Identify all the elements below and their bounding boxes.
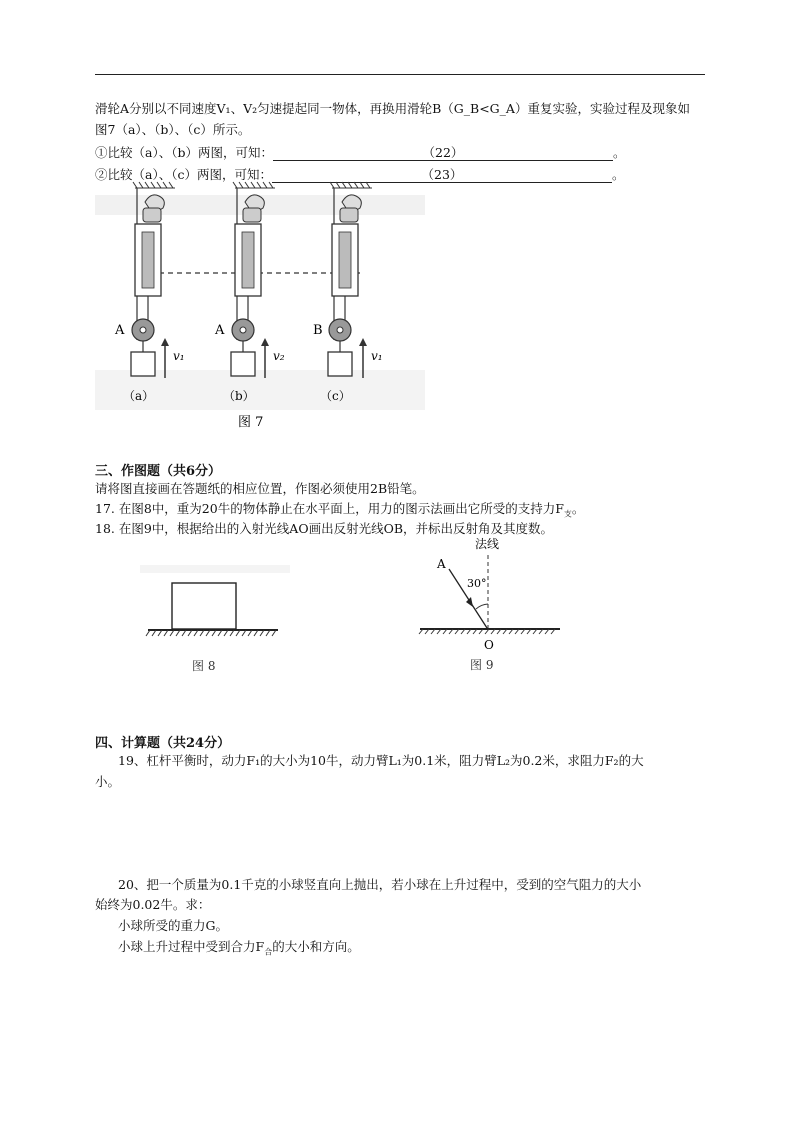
velocity-label-b: v₂ <box>273 349 285 363</box>
question-20-part-b-pre: 小球上升过程中受到合力F <box>118 939 265 954</box>
angle-arc <box>476 604 488 609</box>
question-22 <box>95 144 625 162</box>
section-3-title: 三、作图题（共6分） <box>95 464 222 479</box>
blank-22-label: （22） <box>422 145 464 160</box>
question-20-part-a: 小球所受的重力G。 <box>118 918 228 933</box>
ceiling-hatch-c <box>330 182 372 188</box>
question-22-prefix: ①比较（a）、（b）两图，可知： <box>95 145 273 160</box>
velocity-label-c: v₁ <box>371 349 383 363</box>
question-19-line-1: 19、杠杆平衡时，动力F₁的大小为10牛，动力臂L₁为0.1米，阻力臂L₂为0.2米，求阻力F₂的大 <box>118 753 644 768</box>
question-20-line-2: 始终为0.02牛。求： <box>95 897 211 912</box>
question-17-text: 17. 在图8中，重为20牛的物体静止在水平面上，用力的图示法画出它所受的支持力F <box>95 501 564 516</box>
angle-label: 30° <box>467 577 487 590</box>
intro-line-2: 图7（a）、（b）、（c）所示。 <box>95 122 251 137</box>
figure-9-caption: 图 9 <box>470 658 494 672</box>
question-22-suffix: 。 <box>612 145 626 160</box>
point-o-label: O <box>484 638 494 652</box>
question-20-part-b-sub: 合 <box>264 947 273 957</box>
panel-label-b: （b） <box>223 389 255 403</box>
pulley-label-c: B <box>313 323 323 338</box>
question-20-part-b <box>118 938 360 962</box>
question-18: 18. 在图9中，根据给出的入射光线AO画出反射光线OB，并标出反射角及其度数。 <box>95 521 554 536</box>
ray-start-label: A <box>437 557 446 571</box>
section-4-title: 四、计算题（共24分） <box>95 736 231 751</box>
question-23-suffix: 。 <box>611 167 625 182</box>
intro-line-1: 滑轮A分别以不同速度V₁、V₂匀速提起同一物体，再换用滑轮B（G_B<G_A）重复实验，实验过程及现象如 <box>95 101 690 116</box>
question-17-end: 。 <box>571 501 585 516</box>
figure-8-caption: 图 8 <box>192 659 216 673</box>
panel-label-c: （c） <box>320 389 351 403</box>
question-20-line-1: 20、把一个质量为0.1千克的小球竖直向上抛出，若小球在上升过程中，受到的空气阻力的大小 <box>118 877 642 892</box>
normal-label: 法线 <box>475 537 500 551</box>
pulley-label-a: A <box>115 323 125 338</box>
setup-b <box>231 188 269 378</box>
velocity-label-a: v₁ <box>173 349 185 363</box>
incident-ray-arrow <box>466 597 473 607</box>
figure-8-block-on-surface <box>140 565 290 680</box>
blank-23-label: （23） <box>421 167 463 182</box>
question-17-subscript: 支 <box>563 509 572 519</box>
block <box>172 583 236 629</box>
figure-7-pulley-diagram <box>95 180 425 440</box>
section-3-instruction: 请将图直接画在答题纸的相应位置，作图必须使用2B铅笔。 <box>95 481 425 496</box>
question-23-prefix: ②比较（a）、（c）两图，可知： <box>95 167 272 182</box>
ceiling-hatch-a <box>133 182 175 188</box>
ceiling-hatch-b <box>233 182 275 188</box>
question-20-part-b-post: 的大小和方向。 <box>272 939 360 954</box>
pulley-label-b: A <box>215 323 225 338</box>
panel-label-a: （a） <box>123 389 155 403</box>
setup-a <box>131 188 169 378</box>
question-19-line-2: 小。 <box>95 774 121 789</box>
setup-c <box>328 188 367 378</box>
figure-7-caption: 图 7 <box>238 415 264 430</box>
figure-9-reflection <box>415 535 565 680</box>
top-rule <box>95 74 705 75</box>
answer-blank-22[interactable] <box>273 146 613 161</box>
